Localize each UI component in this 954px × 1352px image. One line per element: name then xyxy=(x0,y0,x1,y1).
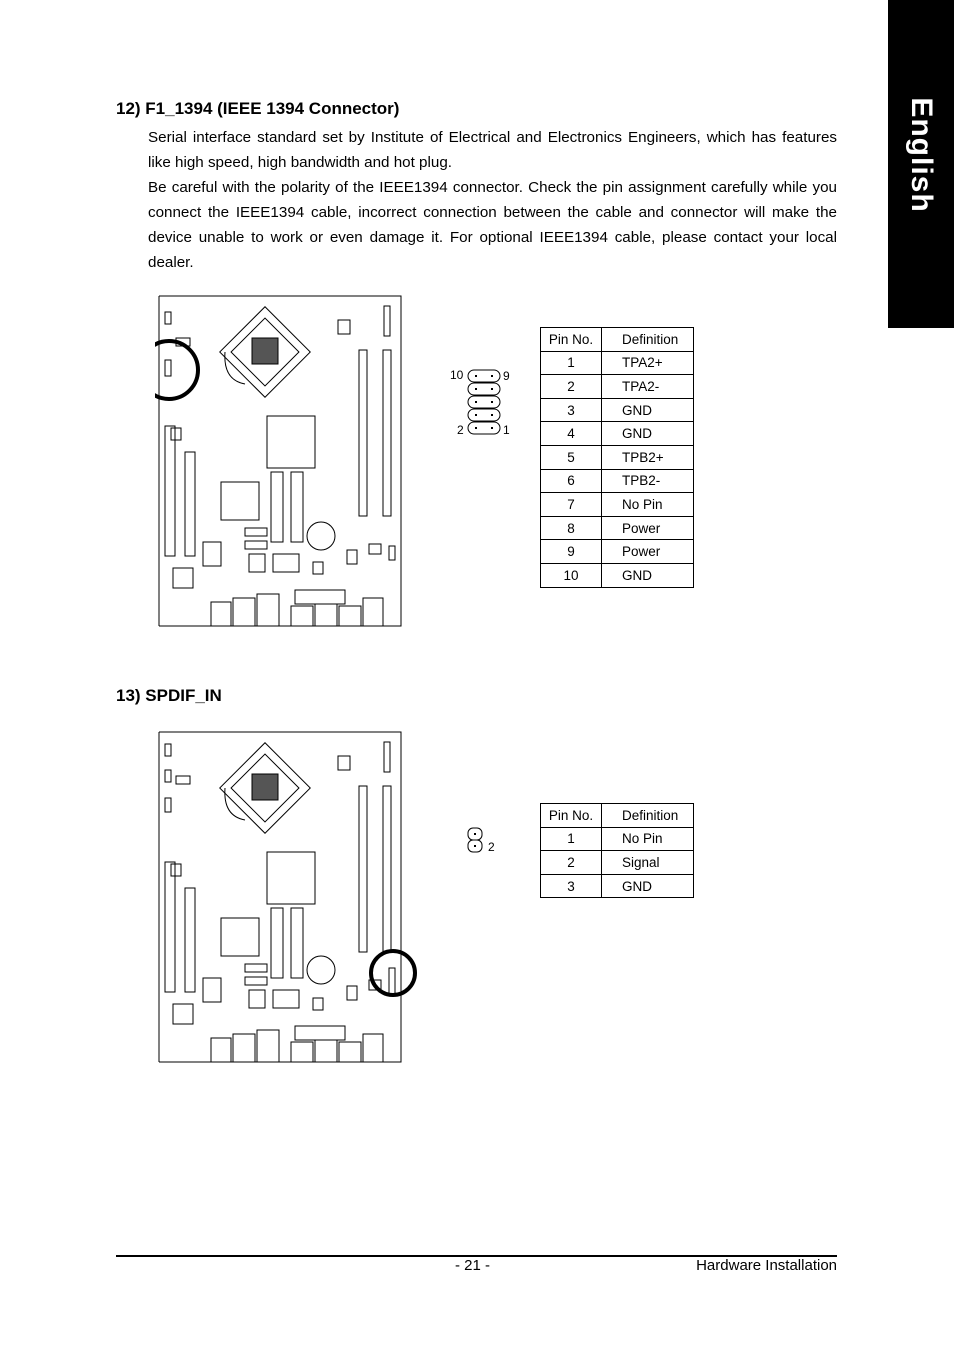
pin-number: 4 xyxy=(541,422,602,446)
pin-number: 8 xyxy=(541,516,602,540)
section-12-paragraph-1: Serial interface standard set by Institute of Electrical and Electronics Engineers, which has features like high speed, high bandwidth and hot plug. xyxy=(148,129,837,171)
table-row xyxy=(541,827,694,851)
table-row xyxy=(541,422,694,446)
pin-number: 5 xyxy=(541,445,602,469)
section-12-heading: 12) F1_1394 (IEEE 1394 Connector) xyxy=(116,99,400,118)
table-header-row xyxy=(541,328,694,352)
f1394-pin-table xyxy=(540,327,694,588)
table-row xyxy=(541,445,694,469)
pin-definition: Signal xyxy=(602,851,694,875)
pin-definition: GND xyxy=(602,398,694,422)
table-row xyxy=(541,851,694,875)
spdif-pin-table xyxy=(540,803,694,898)
pin-number: 3 xyxy=(541,398,602,422)
table-header-definition: Definition xyxy=(602,328,694,352)
motherboard-diagram-spdif xyxy=(155,728,420,1070)
pin-label-9: 9 xyxy=(503,369,510,383)
language-tab-label: English xyxy=(905,97,938,213)
table-header-pin: Pin No. xyxy=(541,804,602,828)
pin-definition: GND xyxy=(602,422,694,446)
pin-definition: No Pin xyxy=(602,827,694,851)
footer-section-title: Hardware Installation xyxy=(696,1257,837,1274)
pin-definition: TPB2- xyxy=(602,469,694,493)
spdif-connector-drawing xyxy=(466,826,486,854)
language-tab xyxy=(888,0,954,328)
pin-label-2: 2 xyxy=(488,840,495,854)
table-header-row xyxy=(541,804,694,828)
pin-number: 9 xyxy=(541,540,602,564)
pin-number: 2 xyxy=(541,375,602,399)
pin-definition: Power xyxy=(602,516,694,540)
pin-definition: TPA2+ xyxy=(602,351,694,375)
table-header-definition: Definition xyxy=(602,804,694,828)
pin-definition: No Pin xyxy=(602,493,694,517)
pin-number: 2 xyxy=(541,851,602,875)
pin-number: 3 xyxy=(541,874,602,898)
pin-definition: GND xyxy=(602,874,694,898)
pin-number: 7 xyxy=(541,493,602,517)
pin-number: 1 xyxy=(541,827,602,851)
pin-number: 6 xyxy=(541,469,602,493)
f1394-connector-drawing xyxy=(466,368,502,440)
pin-number: 1 xyxy=(541,351,602,375)
table-row xyxy=(541,375,694,399)
section-12-paragraph-2: Be careful with the polarity of the IEEE1394 connector. Check the pin assignment carefully while you connect the IEEE1394 cable, incorrect connection between the cable and connector will make the device unable to work or even damage it. For optional IEEE1394 cable, please contact your local dealer. xyxy=(148,179,837,271)
page-number: - 21 - xyxy=(455,1257,491,1274)
pin-definition: GND xyxy=(602,563,694,587)
pin-definition: Power xyxy=(602,540,694,564)
motherboard-diagram-f1394 xyxy=(155,292,405,632)
table-row xyxy=(541,493,694,517)
pin-label-1: 1 xyxy=(503,423,510,437)
table-row xyxy=(541,351,694,375)
table-row xyxy=(541,563,694,587)
table-row xyxy=(541,398,694,422)
table-header-pin: Pin No. xyxy=(541,328,602,352)
table-row xyxy=(541,516,694,540)
table-row xyxy=(541,540,694,564)
pin-number: 10 xyxy=(541,563,602,587)
table-row xyxy=(541,874,694,898)
pin-label-2: 2 xyxy=(457,423,464,437)
table-row xyxy=(541,469,694,493)
pin-definition: TPA2- xyxy=(602,375,694,399)
pin-definition: TPB2+ xyxy=(602,445,694,469)
section-13-heading: 13) SPDIF_IN xyxy=(116,686,222,705)
pin-label-10: 10 xyxy=(450,368,464,382)
